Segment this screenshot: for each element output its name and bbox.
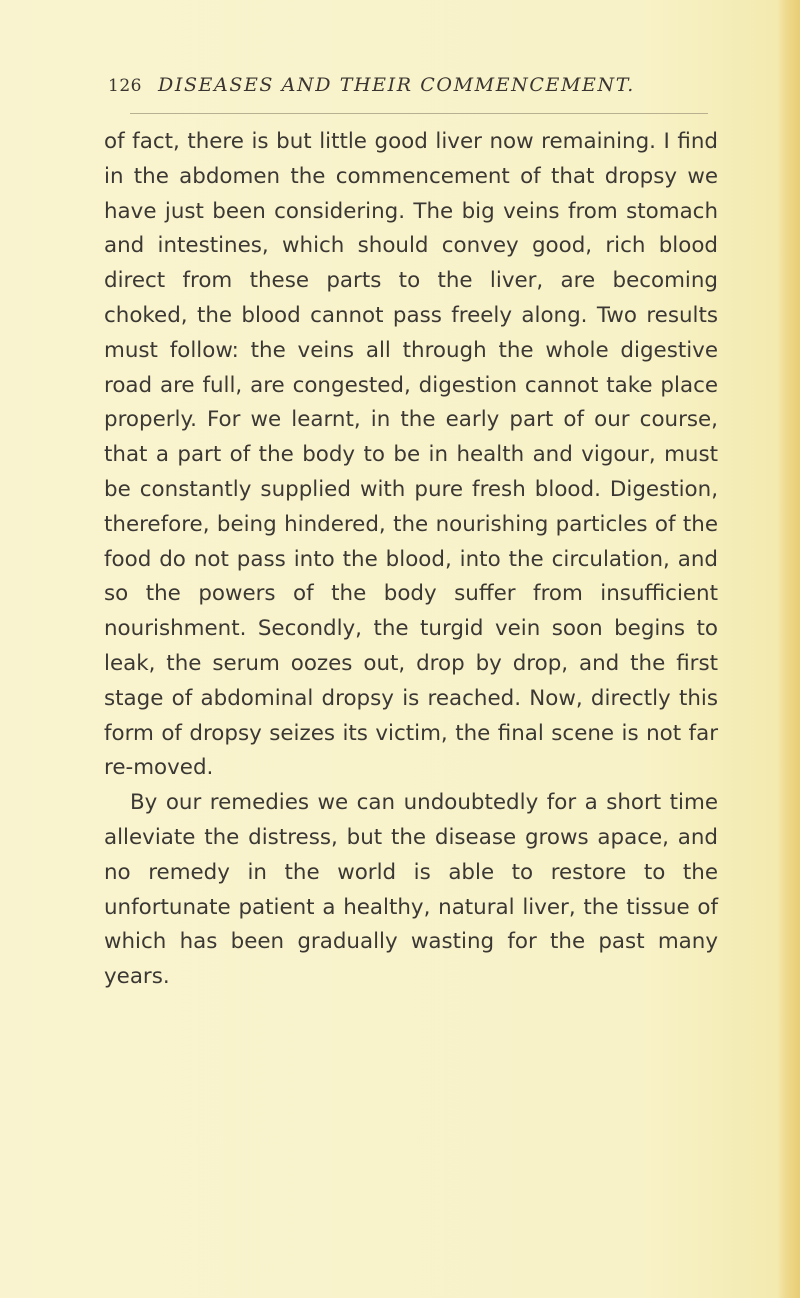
running-title: DISEASES AND THEIR COMMENCEMENT.	[158, 74, 635, 96]
paragraph: By our remedies we can undoubtedly for a short time alleviate the distress, but the disease grows apace, and no remedy in the world is able to restore to the unfortunate patient a healthy, natural liver, the tissue of which has been gradually wasting for the past many years.	[104, 790, 718, 990]
page-number: 126	[108, 76, 142, 96]
page-edge-shadow	[778, 0, 800, 1298]
body-text	[104, 125, 718, 995]
running-header	[108, 64, 708, 104]
header-rule	[130, 113, 708, 114]
paragraph-continued: of fact, there is but little good liver now remaining. I find in the abdomen the commencement of that dropsy we have just been considering. The big veins from stomach and intestines, which should convey good, rich blood direct from these parts to the liver, are becoming choked, the blood cannot pass freely along. Two results must follow: the veins all through the whole digestive road are full, are congested, digestion cannot take place properly. For we learnt, in the early part of our course, that a part of the body to be in health and vigour, must be constantly supplied with pure fresh blood. Digestion, therefore, being hindered, the nourishing particles of the food do not pass into the blood, into the circulation, and so the powers of the body suffer from insufficient nourishment. Secondly, the turgid vein soon begins to leak, the serum oozes out, drop by drop, and the first stage of abdominal dropsy is reached. Now, directly this form of dropsy seizes its victim, the final scene is not far re-moved.	[104, 129, 718, 781]
